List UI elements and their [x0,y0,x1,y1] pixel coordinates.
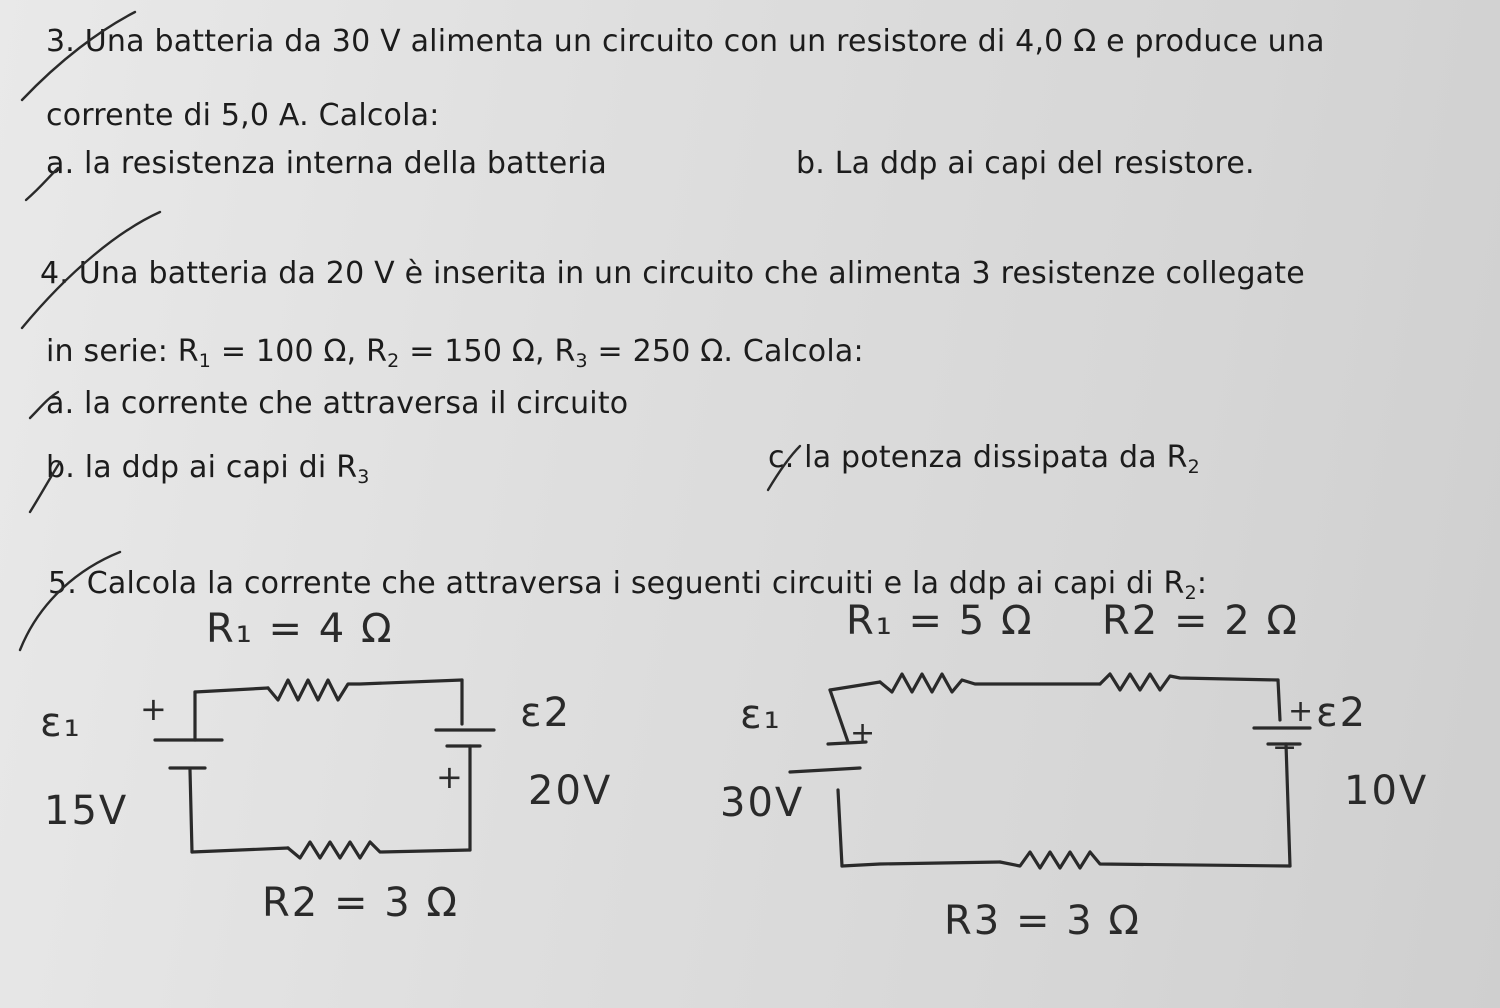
r2-symbol: R [366,334,388,369]
r1-subscript: 1 [198,350,212,372]
r1-symbol: R [177,334,199,369]
left-e2-plus: + [436,758,465,796]
right-resistor-r1 [880,674,1100,692]
r1-value: = 100 Ω, [211,334,367,369]
problem-3-line-2: corrente di 5,0 A. Calcola: [46,98,440,133]
right-e1-long-plate [790,768,860,772]
r3-subscript: 3 [575,350,588,372]
right-e2-voltage: 10V [1344,768,1429,814]
problem-4-item-c-text: c. la potenza dissipata da R [768,440,1188,475]
right-top-wire-a [830,682,880,690]
right-left-wire-top [830,690,848,742]
right-right-wire-top [1278,680,1280,720]
problem-3-item-a: a. la resistenza interna della batteria [46,146,607,181]
problem-4-line-1: 4. Una batteria da 20 V è inserita in un circuito che alimenta 3 resistenze collegate [40,256,1305,291]
left-e2-voltage: 20V [528,768,613,814]
right-r1-label: R₁ = 5 Ω [846,598,1034,644]
r3-symbol: R [554,334,576,369]
left-e2-label: ε2 [520,690,572,736]
problem-3-item-b: b. La ddp ai capi del resistore. [796,146,1255,181]
right-resistor-r3 [1000,852,1290,868]
problem-5-colon: : [1196,566,1208,601]
right-left-wire-bottom [838,790,842,866]
problem-5-text: 5. Calcola la corrente che attraversa i seguenti circuiti e la ddp ai capi di R [48,566,1185,601]
left-r1-label: R₁ = 4 Ω [206,606,394,652]
problem-4-item-b-text: b. la ddp ai capi di R [46,450,358,485]
right-e1-label: ε₁ [740,692,782,738]
left-e1-label: ε₁ [40,700,82,746]
right-r3-label: R3 = 3 Ω [944,898,1141,944]
right-e2-plus: + [1288,694,1316,729]
problem-4-item-a: a. la corrente che attraversa il circuito [46,386,629,421]
problem-4-in-serie: in serie: [46,334,178,369]
r2-subscript: 2 [387,350,400,372]
right-e1-voltage: 30V [720,780,805,826]
problem-3-line-1: 3. Una batteria da 30 V alimenta un circuito con un resistore di 4,0 Ω e produce una [46,24,1325,59]
r3-value: = 250 Ω. Calcola: [587,334,864,369]
right-bottom-wire [842,862,1000,866]
right-e1-plus: + [850,716,878,751]
right-e2-label: ε2 [1316,690,1368,736]
problem-4-item-c-subscript: 2 [1187,456,1200,478]
problem-4-item-b-subscript: 3 [357,466,370,488]
left-e1-voltage: 15V [44,788,129,834]
problem-5-subscript: 2 [1184,582,1197,604]
right-resistor-r2 [1100,674,1278,690]
r2-value: = 150 Ω, [399,334,555,369]
left-r2-label: R2 = 3 Ω [262,880,459,926]
left-e1-plus: + [140,690,169,728]
right-e2-minus: − [1272,730,1300,765]
right-r2-label: R2 = 2 Ω [1102,598,1299,644]
